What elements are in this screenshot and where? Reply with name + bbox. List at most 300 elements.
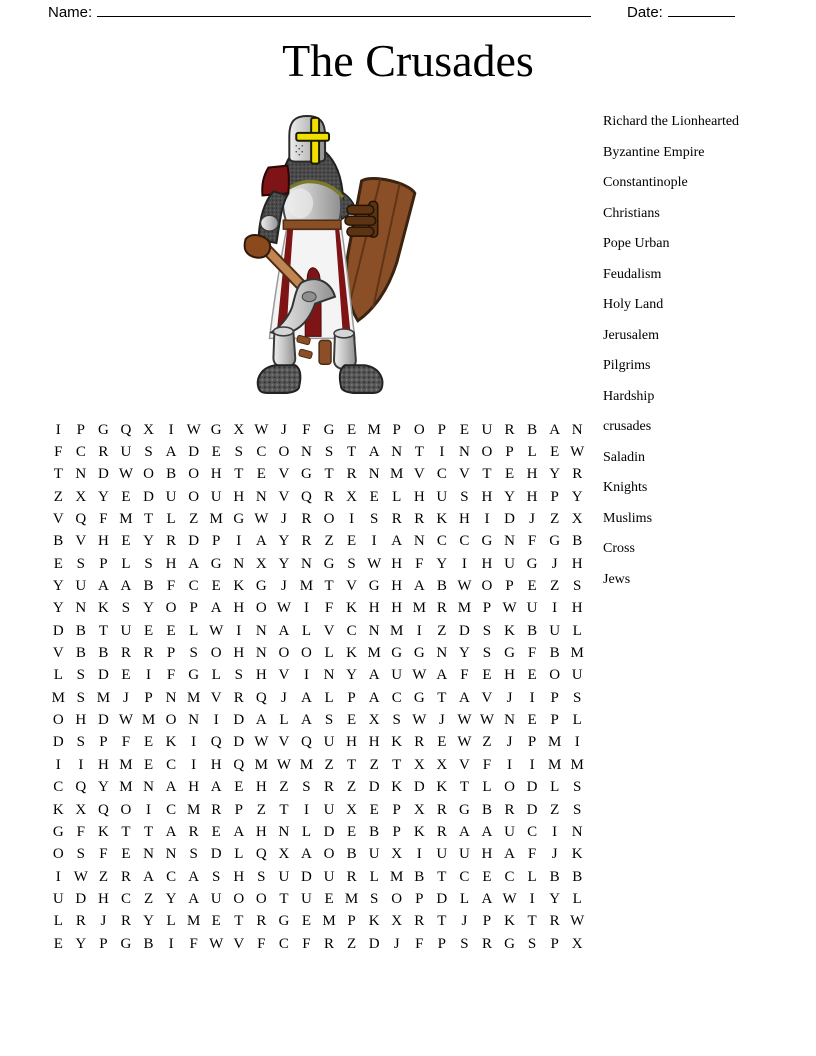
word-list-item: Jerusalem bbox=[603, 327, 659, 343]
grid-cell: A bbox=[255, 533, 267, 550]
grid-cell: D bbox=[413, 779, 425, 796]
grid-cell: A bbox=[233, 823, 245, 840]
grid-cell: U bbox=[549, 622, 561, 639]
grid-cell: O bbox=[120, 801, 132, 818]
grid-cell: W bbox=[412, 712, 427, 729]
grid-cell: X bbox=[391, 846, 403, 863]
grid-cell: D bbox=[368, 935, 380, 952]
grid-cell: Y bbox=[165, 890, 177, 907]
grid-cell: O bbox=[210, 645, 222, 662]
grid-cell: T bbox=[392, 756, 402, 773]
grid-cell: S bbox=[144, 444, 153, 461]
grid-cell: J bbox=[529, 511, 536, 528]
grid-cell: A bbox=[278, 622, 290, 639]
grid-cell: M bbox=[119, 511, 133, 528]
grid-cell: K bbox=[346, 645, 358, 662]
grid-cell: R bbox=[143, 645, 154, 662]
grid-cell: A bbox=[188, 868, 200, 885]
grid-cell: E bbox=[211, 578, 221, 595]
grid-cell: T bbox=[143, 823, 154, 840]
grid-cell: R bbox=[166, 533, 177, 550]
grid-cell: B bbox=[572, 868, 583, 885]
grid-cell: B bbox=[436, 578, 447, 595]
grid-cell: E bbox=[166, 622, 176, 639]
grid-cell: X bbox=[571, 935, 583, 952]
grid-cell: E bbox=[459, 421, 469, 438]
grid-cell: P bbox=[189, 600, 198, 617]
grid-cell: F bbox=[302, 421, 311, 438]
grid-cell: S bbox=[347, 555, 356, 572]
grid-cell: B bbox=[166, 466, 177, 483]
grid-cell: N bbox=[368, 622, 380, 639]
grid-cell: A bbox=[210, 600, 222, 617]
grid-cell: E bbox=[437, 734, 447, 751]
grid-cell: E bbox=[504, 466, 515, 483]
grid-cell: M bbox=[186, 801, 201, 818]
grid-cell: L bbox=[572, 712, 582, 729]
grid-cell: N bbox=[301, 444, 312, 461]
grid-cell: N bbox=[278, 823, 290, 840]
grid-cell: D bbox=[97, 466, 109, 483]
grid-cell: S bbox=[573, 578, 582, 595]
grid-cell: I bbox=[55, 756, 61, 773]
grid-cell: H bbox=[97, 533, 109, 550]
grid-cell: J bbox=[438, 712, 445, 729]
name-label: Name: bbox=[48, 4, 93, 21]
grid-cell: H bbox=[481, 488, 493, 505]
grid-cell: W bbox=[186, 421, 201, 438]
grid-cell: Y bbox=[143, 533, 154, 550]
grid-cell: H bbox=[481, 555, 493, 572]
grid-cell: H bbox=[526, 488, 538, 505]
grid-cell: Z bbox=[550, 511, 560, 528]
grid-cell: P bbox=[415, 890, 424, 907]
grid-cell: Q bbox=[301, 488, 312, 505]
grid-cell: I bbox=[484, 511, 490, 528]
grid-cell: N bbox=[188, 712, 200, 729]
grid-cell: H bbox=[526, 466, 538, 483]
grid-cell: A bbox=[120, 578, 132, 595]
grid-cell: L bbox=[301, 622, 312, 639]
grid-cell: K bbox=[391, 779, 403, 796]
grid-cell: F bbox=[324, 600, 334, 617]
grid-cell: V bbox=[413, 466, 425, 483]
grid-cell: K bbox=[571, 846, 583, 863]
grid-cell: J bbox=[461, 913, 468, 930]
grid-cell: N bbox=[391, 444, 403, 461]
grid-cell: N bbox=[143, 846, 154, 863]
grid-cell: O bbox=[278, 444, 290, 461]
grid-cell: P bbox=[482, 913, 492, 930]
word-list-item: Muslims bbox=[603, 510, 653, 526]
grid-cell: L bbox=[166, 913, 176, 930]
grid-cell: H bbox=[391, 600, 403, 617]
grid-cell: I bbox=[439, 444, 445, 461]
grid-cell: C bbox=[346, 622, 357, 639]
grid-cell: H bbox=[97, 756, 109, 773]
grid-cell: J bbox=[100, 913, 107, 930]
grid-cell: T bbox=[53, 466, 63, 483]
grid-cell: S bbox=[76, 667, 86, 684]
grid-cell: K bbox=[97, 600, 109, 617]
grid-cell: O bbox=[278, 645, 290, 662]
word-list-item: Holy Land bbox=[603, 297, 664, 312]
grid-cell: S bbox=[573, 801, 582, 818]
grid-cell: X bbox=[391, 913, 403, 930]
grid-cell: V bbox=[75, 533, 87, 550]
grid-cell: K bbox=[391, 734, 403, 751]
grid-cell: Z bbox=[482, 734, 492, 751]
grid-cell: E bbox=[369, 488, 379, 505]
grid-cell: A bbox=[481, 890, 493, 907]
grid-cell: A bbox=[436, 667, 448, 684]
grid-cell: S bbox=[324, 444, 334, 461]
grid-cell: E bbox=[121, 667, 131, 684]
grid-cell: I bbox=[303, 801, 309, 818]
grid-cell: E bbox=[347, 421, 357, 438]
grid-cell: S bbox=[482, 645, 492, 662]
grid-cell: S bbox=[212, 868, 221, 885]
grid-cell: U bbox=[571, 667, 583, 684]
grid-cell: F bbox=[189, 935, 198, 952]
grid-cell: A bbox=[143, 868, 154, 885]
grid-cell: X bbox=[75, 801, 87, 818]
grid-cell: L bbox=[572, 622, 582, 639]
grid-cell: X bbox=[143, 421, 154, 438]
grid-cell: L bbox=[53, 667, 63, 684]
grid-cell: C bbox=[53, 779, 64, 796]
grid-cell: D bbox=[52, 622, 64, 639]
word-list-item: crusades bbox=[603, 419, 652, 434]
grid-cell: C bbox=[278, 935, 289, 952]
grid-cell: A bbox=[301, 712, 312, 729]
grid-cell: R bbox=[436, 823, 447, 840]
grid-cell: N bbox=[301, 555, 312, 572]
grid-cell: N bbox=[75, 600, 87, 617]
grid-cell: X bbox=[233, 421, 245, 438]
grid-cell: D bbox=[97, 712, 109, 729]
grid-cell: T bbox=[98, 622, 108, 639]
grid-cell: F bbox=[99, 511, 108, 528]
grid-cell: J bbox=[506, 734, 513, 751]
grid-cell: E bbox=[301, 913, 312, 930]
grid-cell: O bbox=[481, 444, 493, 461]
word-search-grid bbox=[47, 419, 589, 955]
grid-cell: A bbox=[504, 846, 515, 863]
grid-cell: P bbox=[437, 935, 447, 952]
grid-cell: D bbox=[526, 801, 538, 818]
grid-cell: K bbox=[233, 578, 245, 595]
grid-cell: Z bbox=[347, 779, 357, 796]
grid-cell: W bbox=[412, 667, 427, 684]
grid-cell: P bbox=[347, 689, 356, 706]
grid-cell: F bbox=[257, 935, 266, 952]
grid-cell: G bbox=[504, 645, 515, 662]
grid-cell: M bbox=[119, 779, 133, 796]
grid-cell: N bbox=[458, 444, 470, 461]
grid-cell: L bbox=[189, 622, 199, 639]
grid-cell: B bbox=[75, 622, 86, 639]
grid-cell: H bbox=[255, 779, 267, 796]
grid-cell: A bbox=[368, 689, 380, 706]
grid-cell: L bbox=[211, 667, 221, 684]
grid-cell: E bbox=[527, 667, 537, 684]
grid-cell: K bbox=[436, 779, 448, 796]
grid-cell: F bbox=[166, 667, 176, 684]
grid-cell: D bbox=[458, 622, 470, 639]
grid-cell: H bbox=[571, 600, 583, 617]
grid-cell: Z bbox=[256, 801, 266, 818]
grid-cell: I bbox=[55, 868, 61, 885]
grid-cell: M bbox=[209, 511, 223, 528]
grid-cell: V bbox=[52, 645, 64, 662]
grid-cell: U bbox=[504, 555, 515, 572]
grid-cell: A bbox=[391, 533, 403, 550]
grid-cell: I bbox=[416, 622, 422, 639]
grid-cell: E bbox=[550, 444, 560, 461]
grid-cell: D bbox=[301, 868, 312, 885]
grid-cell: N bbox=[436, 645, 448, 662]
word-list-item: Feudalism bbox=[603, 266, 662, 282]
grid-cell: S bbox=[369, 511, 379, 528]
grid-cell: F bbox=[482, 756, 492, 773]
grid-cell: G bbox=[413, 645, 425, 662]
grid-cell: O bbox=[52, 712, 64, 729]
grid-cell: I bbox=[529, 890, 535, 907]
grid-cell: E bbox=[143, 622, 154, 639]
grid-cell: N bbox=[143, 779, 154, 796]
grid-cell: M bbox=[96, 689, 111, 706]
grid-cell: C bbox=[188, 578, 199, 595]
grid-cell: R bbox=[301, 511, 312, 528]
grid-cell: W bbox=[570, 913, 585, 930]
grid-cell: P bbox=[392, 801, 401, 818]
grid-cell: I bbox=[461, 555, 467, 572]
grid-cell: J bbox=[123, 689, 129, 706]
grid-cell: Y bbox=[278, 533, 290, 550]
grid-cell: P bbox=[505, 578, 514, 595]
grid-cell: G bbox=[323, 555, 335, 572]
grid-cell: K bbox=[346, 600, 358, 617]
grid-cell: T bbox=[324, 578, 334, 595]
grid-cell: R bbox=[98, 444, 109, 461]
grid-cell: N bbox=[323, 667, 335, 684]
grid-cell: V bbox=[346, 578, 358, 595]
grid-cell: O bbox=[481, 578, 493, 595]
grid-cell: M bbox=[186, 689, 201, 706]
grid-cell: Z bbox=[550, 578, 560, 595]
grid-cell: T bbox=[324, 466, 334, 483]
grid-cell: J bbox=[280, 578, 287, 595]
grid-cell: L bbox=[369, 868, 379, 885]
grid-cell: H bbox=[458, 511, 470, 528]
grid-cell: C bbox=[256, 444, 267, 461]
grid-cell: E bbox=[121, 533, 131, 550]
grid-cell: A bbox=[368, 444, 380, 461]
grid-cell: E bbox=[211, 444, 221, 461]
grid-cell: K bbox=[368, 913, 380, 930]
grid-cell: P bbox=[550, 689, 559, 706]
grid-cell: P bbox=[550, 935, 559, 952]
grid-cell: L bbox=[482, 779, 492, 796]
grid-cell: O bbox=[323, 511, 335, 528]
grid-cell: Z bbox=[53, 488, 63, 505]
grid-cell: E bbox=[324, 890, 334, 907]
date-blank-line bbox=[668, 2, 735, 17]
grid-cell: A bbox=[188, 890, 200, 907]
grid-cell: I bbox=[146, 801, 152, 818]
grid-cell: V bbox=[52, 511, 64, 528]
grid-cell: O bbox=[188, 466, 200, 483]
grid-cell: I bbox=[529, 756, 535, 773]
page-title: The Crusades bbox=[282, 35, 534, 86]
grid-cell: O bbox=[391, 890, 403, 907]
grid-cell: M bbox=[186, 913, 201, 930]
grid-cell: M bbox=[570, 756, 584, 773]
grid-cell: N bbox=[75, 466, 87, 483]
grid-cell: H bbox=[481, 846, 493, 863]
grid-cell: U bbox=[391, 667, 403, 684]
grid-cell: A bbox=[165, 823, 177, 840]
grid-cell: B bbox=[53, 533, 64, 550]
grid-cell: P bbox=[76, 421, 86, 438]
grid-cell: S bbox=[76, 846, 86, 863]
grid-cell: T bbox=[279, 801, 289, 818]
grid-cell: V bbox=[278, 734, 290, 751]
grid-cell: K bbox=[504, 913, 515, 930]
grid-cell: S bbox=[573, 779, 582, 796]
grid-cell: M bbox=[390, 466, 404, 483]
grid-cell: P bbox=[482, 600, 492, 617]
grid-cell: P bbox=[550, 712, 559, 729]
grid-cell: U bbox=[436, 488, 448, 505]
grid-cell: Z bbox=[347, 935, 357, 952]
grid-cell: Y bbox=[549, 466, 561, 483]
grid-cell: H bbox=[391, 555, 403, 572]
grid-cell: S bbox=[76, 689, 86, 706]
grid-cell: I bbox=[371, 533, 377, 550]
grid-cell: L bbox=[459, 890, 469, 907]
grid-cell: J bbox=[280, 421, 287, 438]
grid-cell: M bbox=[457, 600, 472, 617]
word-list-item: Pope Urban bbox=[603, 236, 670, 251]
grid-cell: X bbox=[346, 801, 358, 818]
grid-cell: U bbox=[120, 444, 132, 461]
grid-cell: H bbox=[233, 868, 245, 885]
grid-cell: W bbox=[118, 712, 134, 729]
grid-cell: R bbox=[324, 935, 335, 952]
grid-cell: W bbox=[502, 600, 517, 617]
grid-cell: Y bbox=[143, 913, 154, 930]
grid-cell: L bbox=[166, 511, 176, 528]
grid-cell: R bbox=[120, 868, 131, 885]
grid-cell: L bbox=[301, 823, 312, 840]
grid-cell: F bbox=[99, 846, 108, 863]
grid-cell: W bbox=[209, 622, 224, 639]
grid-cell: I bbox=[303, 600, 309, 617]
grid-cell: T bbox=[437, 868, 447, 885]
grid-cell: S bbox=[189, 645, 198, 662]
grid-cell: R bbox=[346, 466, 357, 483]
grid-cell: X bbox=[571, 511, 583, 528]
grid-cell: S bbox=[460, 935, 469, 952]
grid-cell: T bbox=[414, 444, 424, 461]
grid-cell: S bbox=[257, 868, 266, 885]
grid-cell: E bbox=[482, 868, 492, 885]
grid-cell: L bbox=[121, 555, 131, 572]
grid-cell: H bbox=[255, 667, 267, 684]
grid-cell: Q bbox=[210, 734, 222, 751]
grid-cell: O bbox=[504, 779, 515, 796]
grid-cell: O bbox=[52, 846, 64, 863]
grid-cell: D bbox=[97, 667, 109, 684]
grid-cell: P bbox=[99, 935, 108, 952]
grid-cell: H bbox=[210, 466, 222, 483]
grid-cell: C bbox=[527, 823, 538, 840]
grid-cell: O bbox=[549, 667, 561, 684]
grid-cell: A bbox=[188, 555, 200, 572]
grid-cell: D bbox=[436, 890, 448, 907]
grid-cell: N bbox=[255, 645, 267, 662]
grid-cell: N bbox=[504, 712, 515, 729]
grid-cell: W bbox=[479, 712, 495, 729]
grid-cell: F bbox=[460, 667, 469, 684]
grid-cell: R bbox=[391, 511, 402, 528]
grid-cell: S bbox=[144, 555, 153, 572]
grid-cell: W bbox=[118, 466, 134, 483]
grid-cell: G bbox=[526, 555, 538, 572]
grid-cell: G bbox=[120, 935, 132, 952]
grid-cell: U bbox=[120, 622, 132, 639]
grid-cell: S bbox=[573, 689, 582, 706]
crusader-knight-illustration bbox=[243, 108, 425, 396]
grid-cell: W bbox=[457, 578, 472, 595]
grid-cell: A bbox=[97, 578, 109, 595]
grid-cell: D bbox=[52, 734, 64, 751]
grid-cell: N bbox=[571, 421, 583, 438]
word-list bbox=[603, 107, 803, 595]
grid-cell: U bbox=[323, 801, 335, 818]
grid-cell: P bbox=[437, 421, 447, 438]
grid-cell: P bbox=[392, 421, 401, 438]
grid-cell: E bbox=[211, 823, 221, 840]
grid-cell: O bbox=[143, 466, 154, 483]
grid-cell: A bbox=[255, 712, 267, 729]
grid-cell: E bbox=[143, 756, 154, 773]
grid-cell: E bbox=[53, 555, 63, 572]
grid-cell: E bbox=[347, 712, 357, 729]
grid-cell: G bbox=[481, 533, 493, 550]
grid-cell: M bbox=[299, 756, 314, 773]
grid-cell: J bbox=[280, 689, 287, 706]
grid-cell: E bbox=[53, 935, 63, 952]
grid-cell: G bbox=[97, 421, 109, 438]
grid-cell: R bbox=[120, 913, 131, 930]
grid-cell: W bbox=[209, 935, 224, 952]
grid-cell: F bbox=[121, 734, 131, 751]
grid-cell: H bbox=[233, 600, 245, 617]
grid-cell: U bbox=[165, 488, 177, 505]
grid-cell: M bbox=[254, 756, 269, 773]
grid-cell: K bbox=[52, 801, 64, 818]
word-list-item: Saladin bbox=[603, 449, 645, 465]
word-list-item: Christians bbox=[603, 205, 660, 221]
grid-cell: S bbox=[302, 779, 311, 796]
grid-cell: A bbox=[458, 823, 470, 840]
grid-cell: Q bbox=[75, 779, 87, 796]
grid-cell: I bbox=[507, 756, 513, 773]
grid-cell: H bbox=[413, 488, 425, 505]
